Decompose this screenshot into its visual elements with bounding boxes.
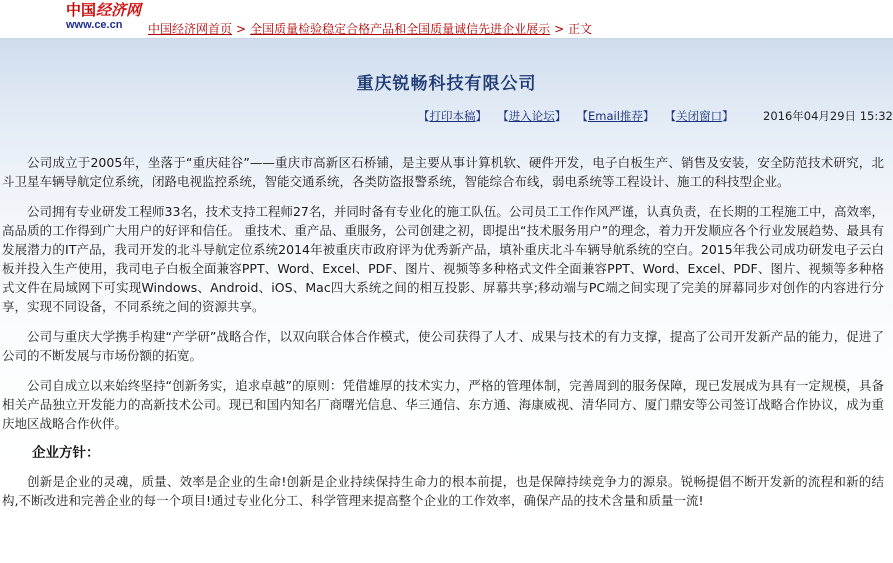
breadcrumb-section-link[interactable]: 全国质量检验稳定合格产品和全国质量诚信先进企业展示 <box>250 22 551 36</box>
article-panel <box>0 38 893 563</box>
site-logo[interactable] <box>66 2 142 34</box>
article-actions <box>418 108 750 124</box>
paragraph-2: 公司拥有专业研发工程师33名，技术支持工程师27名，并同时备有专业化的施工队伍。公司员工工作作风严谨，认真负责，在长期的工程施工中，高效率，高品质的工作得到广大用户的好评和信任。 重技术、重产品、重服务，公司创建之初，即提出“技术服务用户”的理念，着力开发顺应各个行业发展趋势、最具有发展潜力的IT产品，我司开发的北斗导航定位系统2014年被重庆市政府评为优秀新产品，填补重庆北斗车辆导航系统的空白。2015年我公司成功研发电子云白板并投入生产使用，我司电子白板全面兼容PPT、Word、Excel、PDF、图片、视频等多种格式文件全面兼容PPT、Word、Excel、PDF、图片、视频等多种格式文件在局域网下可实现Windows、Android、iOS、Mac四大系统之间的相互投影、屏幕共享;移动端与PC端之间实现了完美的屏幕同步对创作的内容进行分享，实现不同设备，不同系统之间的资源共享。 <box>2 204 884 314</box>
email-recommend-link[interactable]: 【Email推荐】 <box>582 109 655 123</box>
article-body <box>2 153 884 521</box>
paragraph-1: 公司成立于2005年，坐落于“重庆硅谷”——重庆市高新区石桥铺，是主要从事计算机软、硬件开发，电子白板生产、销售及安装，安全防范技术研究，北斗卫星车辆导航定位系统，闭路电视监控系统，智能交通系统，各类防盗报警系统，智能综合布线，弱电系统等工程设计、施工的科技型企业。 <box>2 155 884 189</box>
paragraph-4: 公司自成立以来始终坚持“创新务实，追求卓越”的原则：凭借雄厚的技术实力，严格的管理体制，完善周到的服务保障，现已发展成为具有一定规模，具备相关产品独立开发能力的高新技术公司。现已和国内知名厂商曙光信息、华三通信、东方通、海康威视、清华同方、厦门鼎安等公司签订战略合作协议，成为重庆地区战略合作伙伴。 <box>2 378 884 431</box>
logo-url: www.ce.cn <box>66 19 123 31</box>
paragraph-3: 公司与重庆大学携手构建“产学研”战略合作，以双向联合体合作模式，使公司获得了人才、成果与技术的有力支撑，提高了公司开发新产品的能力，促进了公司的不断发展与市场份额的拓宽。 <box>2 329 884 363</box>
publish-date: 2016年04月29日 15:32 <box>763 109 893 123</box>
forum-link[interactable]: 【进入论坛】 <box>503 109 567 123</box>
breadcrumb-separator: > <box>236 22 247 36</box>
logo-text: 中国经济网 <box>66 1 142 19</box>
print-link[interactable]: 【打印本稿】 <box>418 109 487 123</box>
breadcrumb-current: 正文 <box>568 22 593 36</box>
policy-heading: 企业方针： <box>32 445 100 461</box>
close-window-link[interactable]: 【关闭窗口】 <box>670 109 734 123</box>
policy-paragraph: 创新是企业的灵魂，质量、效率是企业的生命!创新是企业持续保持生命力的根本前提，也是保障持续竞争力的源泉。锐畅提倡不断开发新的流程和新的结构,不断改进和完善企业的每一个项目!通过专业化分工、科学管理来提高整个企业的工作效率，确保产品的技术含量和质量一流! <box>2 474 884 508</box>
breadcrumb <box>148 20 592 37</box>
breadcrumb-home-link[interactable]: 中国经济网首页 <box>148 22 233 36</box>
breadcrumb-separator: > <box>554 22 565 36</box>
site-header <box>0 0 893 38</box>
article-title: 重庆锐畅科技有限公司 <box>356 74 537 94</box>
